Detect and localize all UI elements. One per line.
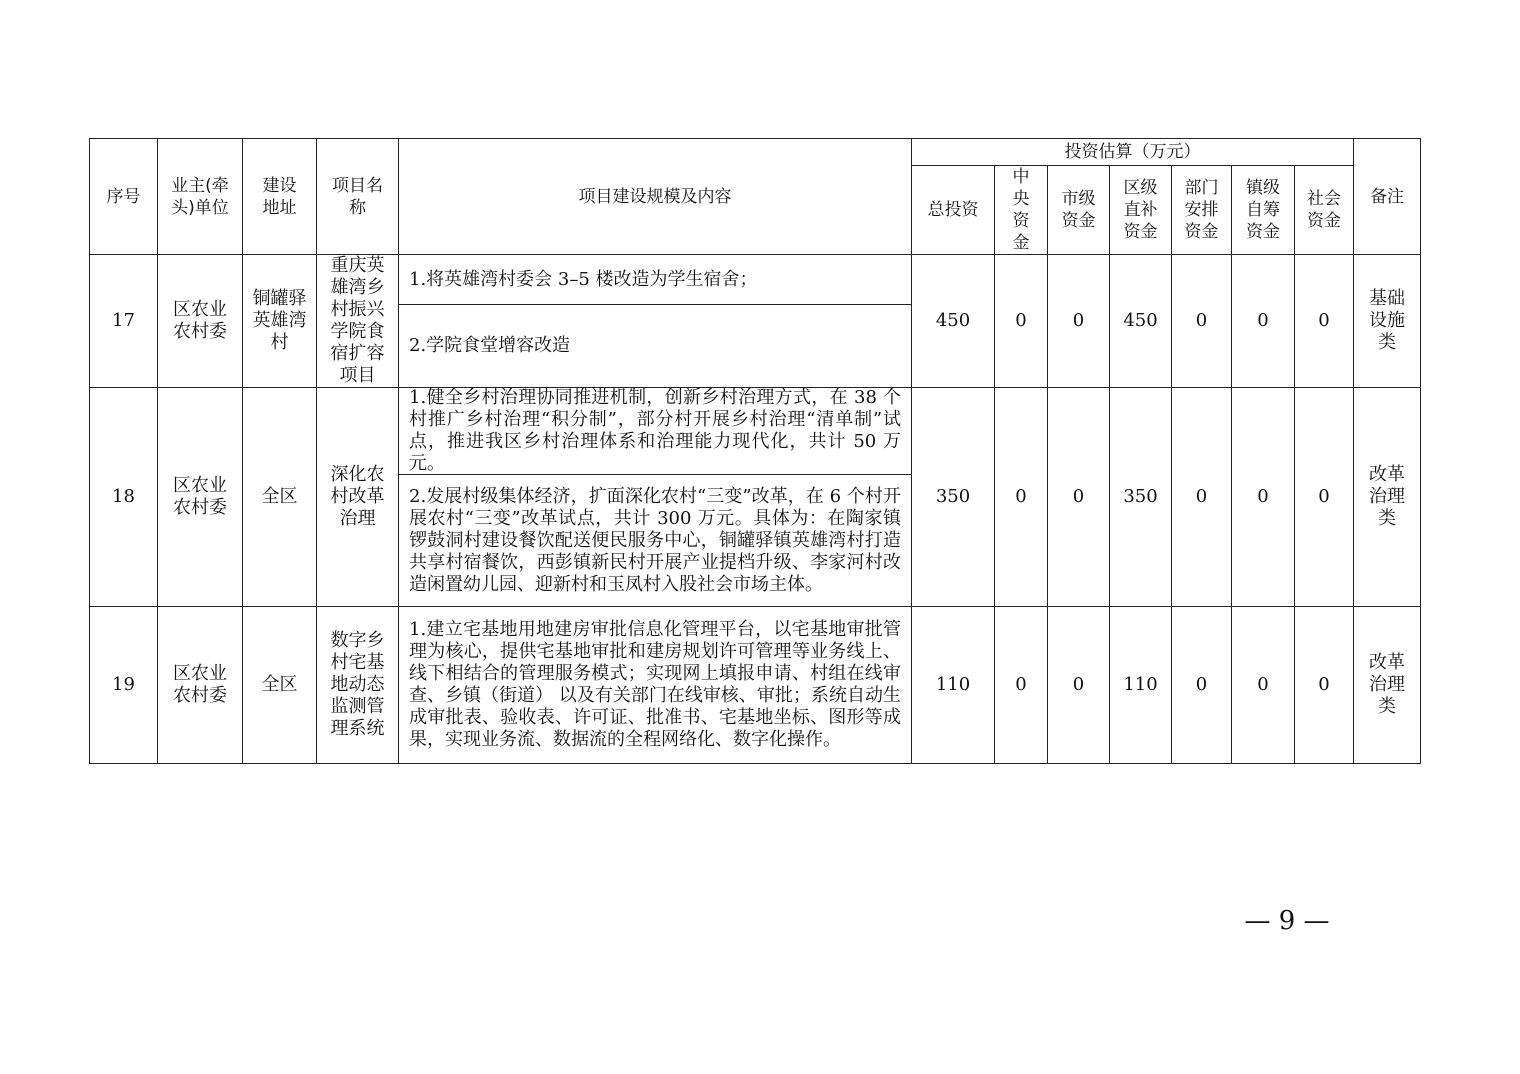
cell-owner: 区农业农村委 [158,388,243,607]
header-remark: 备注 [1354,139,1421,255]
header-dept: 部门安排资金 [1172,166,1232,255]
header-scale: 项目建设规模及内容 [399,139,912,255]
cell-dept: 0 [1172,607,1232,764]
header-project-name: 项目名称 [317,139,399,255]
cell-city: 0 [1048,255,1110,388]
cell-town: 0 [1232,255,1295,388]
header-invest-group: 投资估算（万元） [912,139,1354,166]
cell-seq: 17 [90,255,158,388]
cell-remark: 改革治理类 [1354,388,1421,607]
cell-total: 450 [912,255,995,388]
cell-district: 450 [1110,255,1172,388]
table-row [90,255,1421,388]
cell-central: 0 [995,255,1048,388]
cell-scale [399,388,912,607]
cell-dept: 0 [1172,255,1232,388]
header-total: 总投资 [912,166,995,255]
cell-scale [399,255,912,388]
scale-item: 1.建立宅基地用地建房审批信息化管理平台，以宅基地审批管理为核心，提供宅基地审批和建房规划许可管理等业务线上、线下相结合的管理服务模式；实现网上填报申请、村组在线审查、乡镇（街道） 以及有关部门在线审核、审批；系统自动生成审批表、验收表、许可证、批准书、宅基地坐标、图形等成果，实现业务流、数据流的全程网络化、数字化操作。 [409,619,901,750]
cell-location: 全区 [243,607,317,764]
cell-seq: 18 [90,388,158,607]
cell-owner: 区农业农村委 [158,255,243,388]
header-town: 镇级自筹资金 [1232,166,1295,255]
header-seq: 序号 [90,139,158,255]
cell-social: 0 [1295,607,1354,764]
header-city: 市级资金 [1048,166,1110,255]
scale-item: 2.发展村级集体经济，扩面深化农村“三变”改革，在 6 个村开展农村“三变”改革试点，共计 300 万元。具体为：在陶家镇锣鼓洞村建设餐饮配送便民服务中心，铜罐驿镇英雄湾村打造共享村宿餐饮，西彭镇新民村开展产业提档升级、李家河村改造闲置幼儿园、迎新村和玉凤村入股社会市场主体。 [409,485,901,595]
cell-central: 0 [995,607,1048,764]
cell-project-name: 数字乡村宅基地动态监测管理系统 [317,607,399,764]
cell-seq: 19 [90,607,158,764]
page-number: — 9 — [1244,906,1330,936]
cell-project-name: 重庆英雄湾乡村振兴学院食宿扩容项目 [317,255,399,388]
cell-owner: 区农业农村委 [158,607,243,764]
investment-table [89,138,1421,764]
header-central: 中央资金 [995,166,1048,255]
header-owner: 业主(牵头)单位 [158,139,243,255]
cell-location: 全区 [243,388,317,607]
table-row [90,607,1421,764]
scale-item: 2.学院食堂增容改造 [409,334,571,356]
cell-town: 0 [1232,388,1295,607]
cell-district: 110 [1110,607,1172,764]
cell-city: 0 [1048,388,1110,607]
cell-district: 350 [1110,388,1172,607]
cell-town: 0 [1232,607,1295,764]
cell-remark: 改革治理类 [1354,607,1421,764]
cell-remark: 基础设施类 [1354,255,1421,388]
cell-scale [399,607,912,764]
header-location: 建设地址 [243,139,317,255]
cell-location: 铜罐驿英雄湾村 [243,255,317,388]
header-social: 社会资金 [1295,166,1354,255]
header-district: 区级直补资金 [1110,166,1172,255]
cell-city: 0 [1048,607,1110,764]
scale-item: 1.健全乡村治理协同推进机制，创新乡村治理方式，在 38 个村推广乡村治理“积分制”，部分村开展乡村治理“清单制”试点，推进我区乡村治理体系和治理能力现代化，共计 50 万元。 [409,387,901,474]
scale-item: 1.将英雄湾村委会 3–5 楼改造为学生宿舍； [409,269,758,290]
cell-project-name: 深化农村改革治理 [317,388,399,607]
cell-total: 350 [912,388,995,607]
table-row [90,388,1421,607]
cell-social: 0 [1295,255,1354,388]
cell-dept: 0 [1172,388,1232,607]
cell-social: 0 [1295,388,1354,607]
cell-central: 0 [995,388,1048,607]
cell-total: 110 [912,607,995,764]
